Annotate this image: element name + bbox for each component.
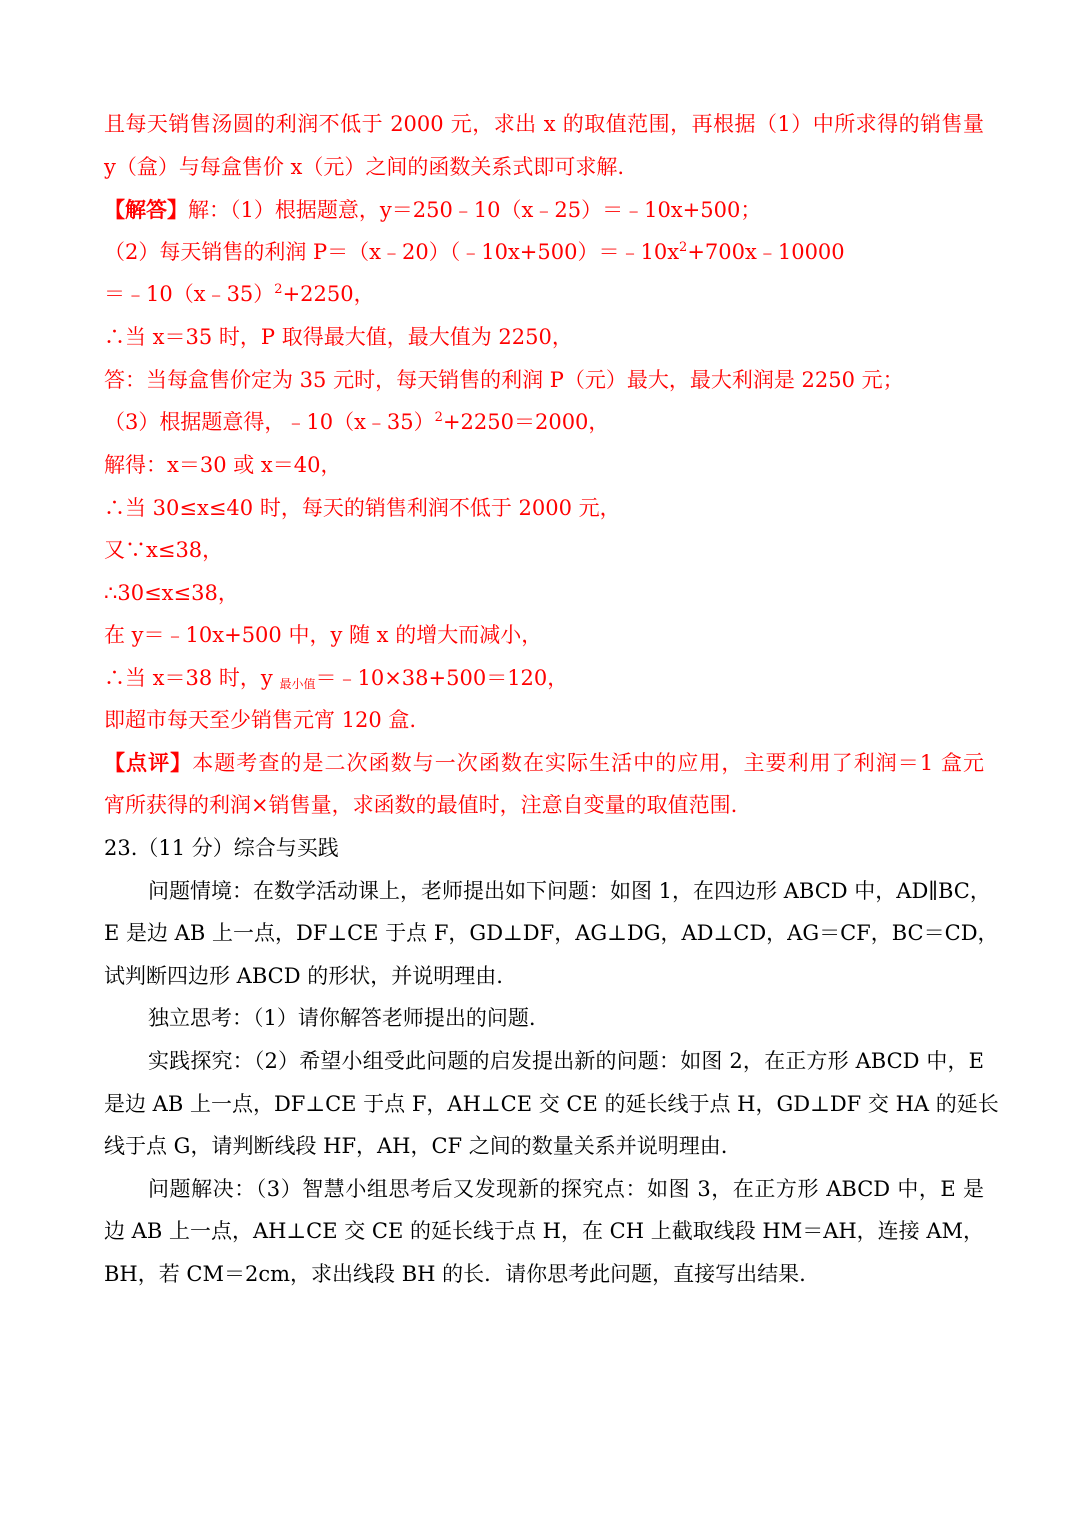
question-line: 实践探究：（2）希望小组受此问题的启发提出新的问题：如图 2，在正方形 ABCD 中，E [148, 1049, 984, 1073]
text-segment: ＝﹣10×38+500＝120， [315, 666, 569, 690]
question-line: E 是边 AB 上一点，DF⊥CE 于点 F，GD⊥DF，AG⊥DG，AD⊥CD，AG＝CF，BC＝CD， [104, 921, 999, 945]
question-line: 问题解决：（3）智慧小组思考后又发现新的探究点：如图 3，在正方形 ABCD 中，E 是 [148, 1177, 984, 1201]
solution-line: 又∵x≤38， [104, 538, 224, 562]
text-segment: +2250， [282, 282, 375, 306]
question-heading: 23.（11 分）综合与买践 [104, 836, 339, 860]
answer-label: 【解答】 [104, 197, 188, 222]
solution-line: 即超市每天至少销售元宵 120 盒. [104, 708, 417, 732]
solution-line [104, 238, 984, 266]
solution-line [104, 280, 984, 308]
superscript: 2 [274, 282, 283, 297]
solution-line: 在 y＝﹣10x+500 中，y 随 x 的增大而减小， [104, 623, 543, 647]
answer-line [104, 196, 984, 224]
text-segment: +2250＝2000， [442, 410, 610, 434]
answer-text: 解：（1）根据题意，y＝250﹣10（x﹣25）＝﹣10x+500； [188, 198, 762, 222]
comment-line [104, 749, 984, 777]
subscript: 最小值 [279, 677, 316, 691]
solution-line: y（盒）与每盒售价 x（元）之间的函数关系式即可求解. [104, 155, 625, 179]
question-line: 试判断四边形 ABCD 的形状，并说明理由. [104, 964, 503, 988]
question-line: 线于点 G，请判断线段 HF，AH，CF 之间的数量关系并说明理由. [104, 1134, 728, 1158]
question-line: 独立思考：（1）请你解答老师提出的问题. [148, 1006, 536, 1030]
text-segment: （2）每天销售的利润 P＝（x﹣20）（﹣10x+500）＝﹣10x [104, 240, 680, 264]
solution-line [104, 664, 984, 692]
comment-label: 【点评】 [104, 750, 193, 775]
solution-line: ∴当 x＝35 时，P 取得最大值，最大值为 2250， [104, 325, 573, 349]
text-segment: ∴当 x＝38 时，y [104, 666, 280, 690]
question-line: BH，若 CM＝2cm，求出线段 BH 的长．请你思考此问题，直接写出结果. [104, 1262, 806, 1286]
question-line: 是边 AB 上一点，DF⊥CE 于点 F，AH⊥CE 交 CE 的延长线于点 H，GD⊥DF 交 HA 的延长 [104, 1092, 999, 1116]
solution-line: 且每天销售汤圆的利润不低于 2000 元，求出 x 的取值范围，再根据（1）中所求得的销售量 [104, 112, 984, 136]
solution-line: ∴30≤x≤38， [104, 581, 239, 605]
solution-line: ∴当 30≤x≤40 时，每天的销售利润不低于 2000 元， [104, 496, 621, 520]
solution-line [104, 408, 984, 436]
text-segment: ＝﹣10（x﹣35） [104, 282, 275, 306]
text-segment: （3）根据题意得，﹣10（x﹣35） [104, 410, 435, 434]
superscript: 2 [679, 240, 688, 255]
superscript: 2 [434, 410, 443, 425]
text-segment: +700x﹣10000 [687, 240, 845, 264]
comment-line: 宵所获得的利润×销售量，求函数的最值时，注意自变量的取值范围. [104, 793, 738, 817]
question-line: 边 AB 上一点，AH⊥CE 交 CE 的延长线于点 H，在 CH 上截取线段 HM＝AH，连接 AM， [104, 1219, 985, 1243]
solution-line: 解得：x＝30 或 x＝40， [104, 453, 342, 477]
comment-text: 本题考查的是二次函数与一次函数在实际生活中的应用，主要利用了利润＝1 盒元 [192, 751, 984, 775]
solution-line: 答：当每盒售价定为 35 元时，每天销售的利润 P（元）最大，最大利润是 2250 元； [104, 368, 904, 392]
question-line: 问题情境：在数学活动课上，老师提出如下问题：如图 1，在四边形 ABCD 中，AD∥BC， [148, 879, 991, 903]
